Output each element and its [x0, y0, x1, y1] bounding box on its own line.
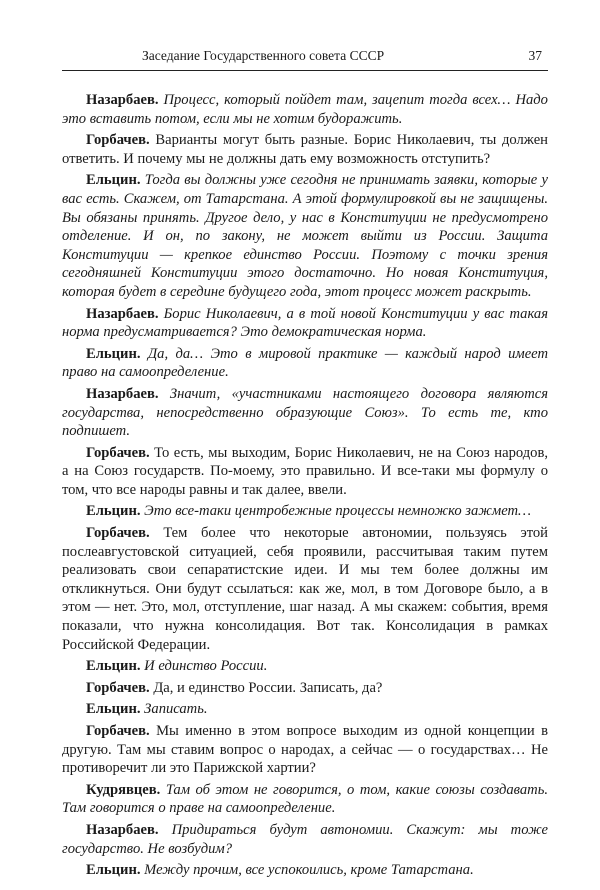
transcript-paragraph: [62, 781, 548, 818]
speaker-name: Ельцин.: [86, 345, 141, 362]
speaker-name: Ельцин.: [86, 862, 141, 879]
speaker-name: Ельцин.: [86, 701, 141, 718]
transcript-paragraph: [62, 345, 548, 382]
transcript-paragraph: [62, 821, 548, 858]
speech-text: Между прочим, все успокоились, кроме Татарстана.: [144, 862, 474, 879]
speech-text: Там об этом не говорится, о том, какие союзы создавать. Там говорится о праве на самоопределение.: [62, 781, 548, 817]
speech-text: Это все-таки центробежные процессы немножко зажмет…: [144, 503, 531, 520]
running-header: [62, 46, 548, 71]
transcript-paragraph: [62, 700, 548, 719]
speech-text: Мы именно в этом вопросе выходим из одной концепции в другую. Там мы ставим вопрос о народах, а сейчас — о государствах… Не противоречит ли это Парижской хартии?: [62, 723, 548, 777]
speech-text: То есть, мы выходим, Борис Николаевич, не на Союз народов, а на Союз государств. По-моему, это правильно. И все-таки мы формулу о том, что все народы равны и так далее, ввели.: [62, 444, 549, 498]
speaker-name: Назарбаев.: [86, 385, 159, 402]
speaker-name: Назарбаев.: [86, 92, 159, 108]
transcript-paragraph: [62, 722, 548, 778]
speech-text: Тем более что некоторые автономии, пользуясь этой послеавгустовской ситуацией, себя проявили, рассчитывая таким путем реализовать свои сепаратистские идеи. И мы тем более должны им откликнуться. Они будут ссылаться: как же, мол, в том Договоре было, а в этом — нет. Это, мол, отступление, шаг назад. А мы скажем: события, время показали, что нужна консолидация. Вот так. Консолидация в рамках Российской Федерации.: [62, 525, 548, 653]
transcript-paragraph: [62, 679, 548, 698]
transcript-paragraph: [62, 131, 548, 168]
running-header-title: Заседание Государственного совета СССР: [142, 48, 385, 63]
speech-text: Да, да… Это в мировой практике — каждый народ имеет право на самоопределение.: [62, 345, 548, 381]
speaker-name: Горбачев.: [86, 679, 150, 696]
speaker-name: Назарбаев.: [86, 305, 159, 322]
speech-text: Процесс, который пойдет там, зацепит тогда всех… Надо это вставить потом, если мы не хотим будоражить.: [62, 92, 548, 127]
speaker-name: Ельцин.: [86, 658, 141, 675]
speaker-name: Кудрявцев.: [86, 781, 161, 798]
speech-text: Тогда вы должны уже сегодня не принимать заявки, которые у вас есть. Скажем, от Татарстана. А этой формулировкой вы не защищены. Вы обязаны принять. Другое дело, у нас в Конституции не предусмотрено отделение. И он, по закону, не может выйти из России. Защита Конституции — крепкое единство России. Поэтому с точки зрения сегодняшней Конституции этого достаточно. Но новая Конституция, которая будет в середине будущего года, этот процесс может раскрыть.: [62, 172, 548, 300]
speech-text: Борис Николаевич, а в той новой Конституции у вас такая норма предусматривается? Это демократическая норма.: [62, 305, 548, 341]
transcript-body: [62, 91, 548, 883]
transcript-paragraph: [62, 657, 548, 676]
transcript-paragraph: [62, 171, 548, 301]
speech-text: Записать.: [144, 701, 208, 718]
transcript-paragraph: [62, 91, 548, 128]
speech-text: И единство России.: [144, 658, 268, 675]
speaker-name: Горбачев.: [86, 444, 150, 461]
speech-text: Да, и единство России. Записать, да?: [153, 679, 383, 696]
transcript-paragraph: [62, 861, 548, 880]
transcript-paragraph: [62, 305, 548, 342]
speech-text: Придираться будут автономии. Скажут: мы тоже государство. Не возбудим?: [62, 821, 548, 857]
speaker-name: Горбачев.: [86, 723, 150, 739]
speaker-name: Ельцин.: [86, 503, 141, 520]
page-number: 37: [528, 48, 542, 63]
speaker-name: Назарбаев.: [86, 821, 159, 838]
speaker-name: Горбачев.: [86, 132, 150, 149]
speech-text: Значит, «участниками настоящего договора являются государства, непосредственно образующие Союз». То есть те, кто подпишет.: [62, 385, 548, 440]
transcript-paragraph: [62, 385, 548, 441]
transcript-paragraph: [62, 444, 548, 500]
speech-text: Варианты могут быть разные. Борис Николаевич, ты должен ответить. И почему мы не должны дать ему возможность отступить?: [62, 132, 548, 167]
speaker-name: Горбачев.: [86, 525, 150, 542]
transcript-paragraph: [62, 524, 548, 654]
transcript-paragraph: [62, 502, 548, 521]
speaker-name: Ельцин.: [86, 172, 141, 189]
